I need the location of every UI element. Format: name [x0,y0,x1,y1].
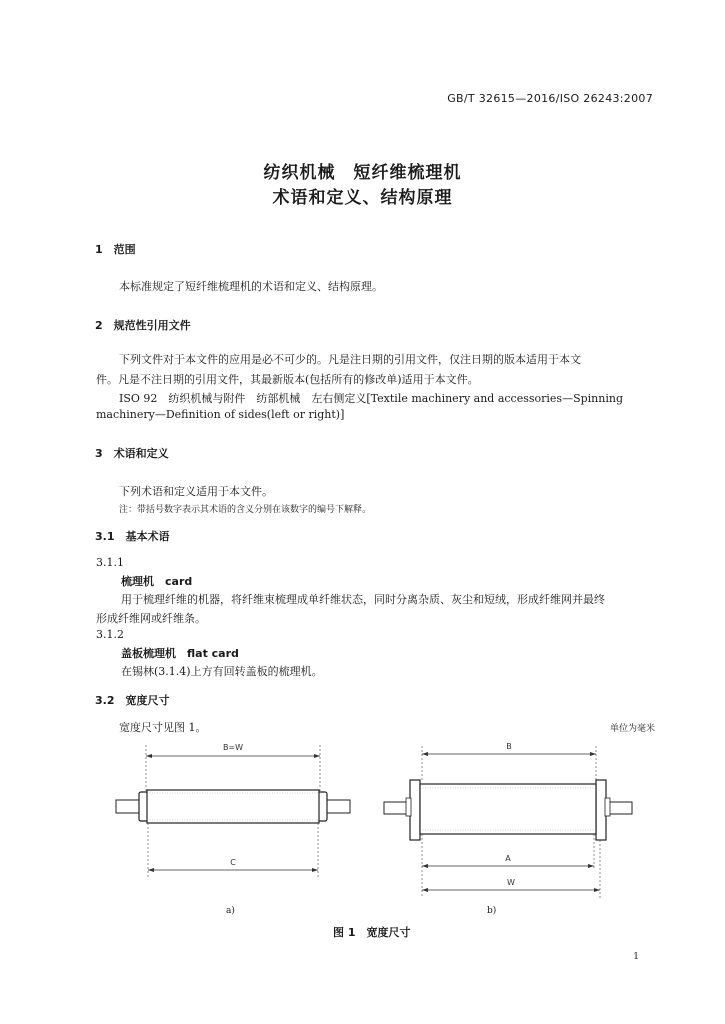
term-3-1-2-number: 3.1.2 [96,628,124,641]
section-3-1-heading: 3.1 基本术语 [95,530,170,543]
figure-1b-label: b) [487,906,497,916]
dim-b-eq-w-label: B=W [222,743,244,752]
figure-1b-cylinder-diagram [378,738,638,904]
reference-iso92-line2: machinery—Definition of sides(left or right)] [96,408,345,421]
section-1-text: 本标准规定了短纤维梳理机的术语和定义、结构原理。 [119,280,383,293]
unit-note: 单位为毫米 [609,724,655,734]
section-3-2-heading: 3.2 宽度尺寸 [95,694,170,707]
figure-1a-cylinder-diagram [110,738,360,898]
section-3-intro: 下列术语和定义适用于本文件。 [119,485,273,498]
section-2-heading: 2 规范性引用文件 [95,319,191,332]
section-2-para-line2: 件。凡是不注日期的引用文件，其最新版本(包括所有的修改单)适用于本文件。 [96,373,479,386]
term-3-1-1-def-line2: 形成纤维网或纤维条。 [96,612,206,625]
term-3-1-2-title: 盖板梳理机 flat card [121,647,239,660]
document-title-line1: 纺织机械 短纤维梳理机 [263,163,462,183]
figure-1-caption: 图 1 宽度尺寸 [333,926,411,939]
page-number: 1 [633,952,639,962]
standard-number: GB/T 32615—2016/ISO 26243:2007 [447,92,653,105]
term-3-1-2-def: 在锡林(3.1.4)上方有回转盖板的梳理机。 [121,665,323,678]
section-3-2-text: 宽度尺寸见图 1。 [119,721,207,734]
term-3-1-1-title: 梳理机 card [121,575,193,588]
dim-b-label: B [506,742,512,751]
term-3-1-1-def-line1: 用于梳理纤维的机器，将纤维束梳理成单纤维状态，同时分离杂质、灰尘和短绒，形成纤维网并最终 [121,593,605,606]
term-3-1-1-number: 3.1.1 [96,556,124,569]
section-3-heading: 3 术语和定义 [95,447,169,460]
dim-a-label: A [505,854,511,863]
dim-c-label: C [230,858,236,867]
figure-1a-label: a) [226,906,235,916]
dim-w-label: W [507,878,515,887]
section-1-heading: 1 范围 [95,243,136,256]
document-title-line2: 术语和定义、结构原理 [272,188,453,208]
section-3-note: 注：带括号数字表示其术语的含义分别在该数字的编号下解释。 [119,505,372,515]
reference-iso92-line1: ISO 92 纺织机械与附件 纺部机械 左右侧定义[Textile machinery and accessories—Spinning [119,392,623,405]
section-2-para-line1: 下列文件对于本文件的应用是必不可少的。凡是注日期的引用文件，仅注日期的版本适用于本文 [119,353,581,366]
